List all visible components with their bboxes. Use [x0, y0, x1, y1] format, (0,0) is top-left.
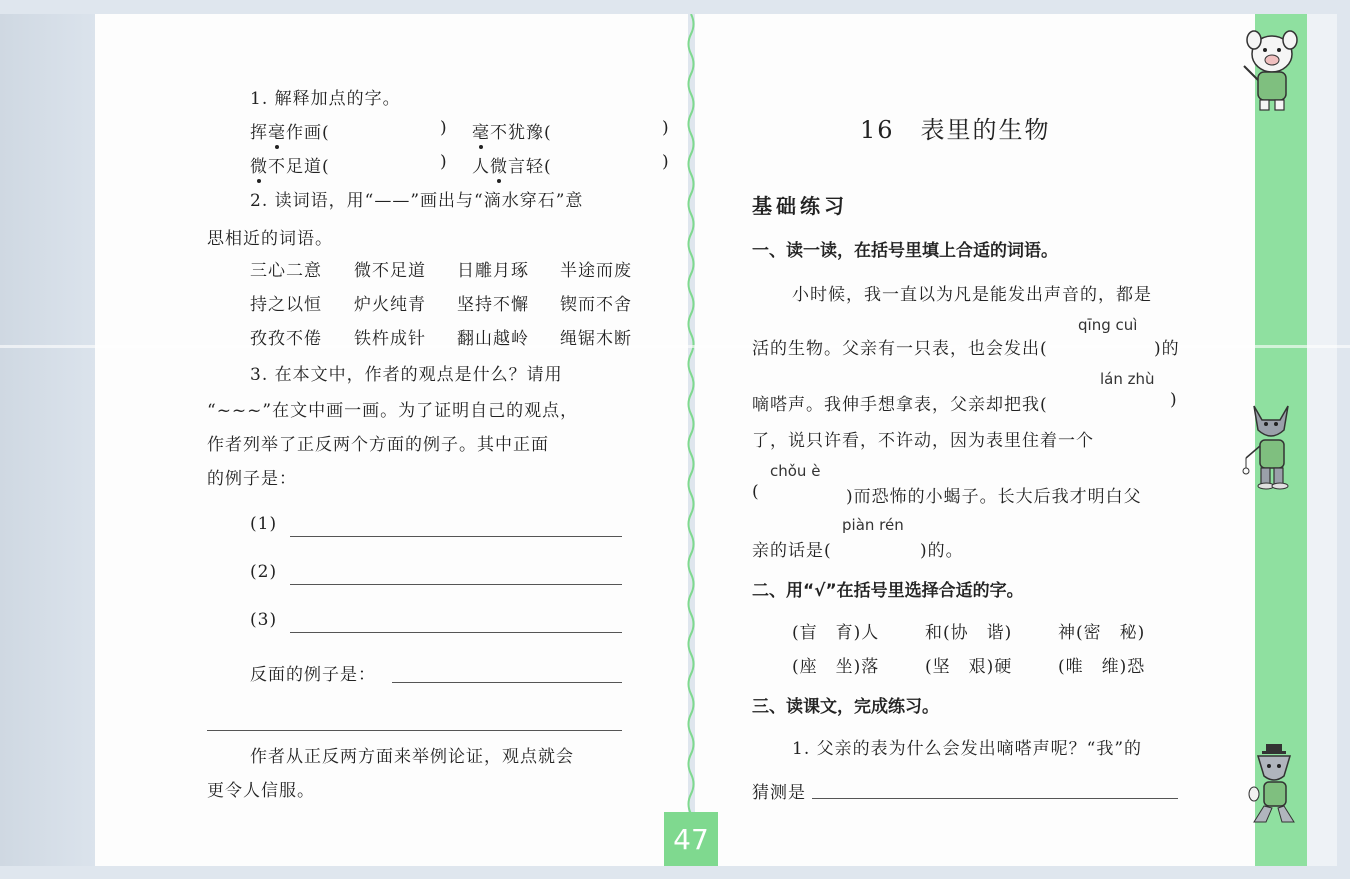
choice-item[interactable]: (唯 维)恐 — [1058, 657, 1146, 677]
negative-example-label: 反面的例子是： — [250, 665, 376, 685]
page-number: 47 — [664, 812, 718, 866]
question-3-line2: “~~~”在文中画一画。为了证明自己的观点， — [207, 401, 579, 421]
right-margin — [1307, 14, 1337, 866]
page-divider-wavy-line — [684, 14, 698, 814]
question-3-line1: 3. 在本文中，作者的观点是什么？请用 — [250, 365, 563, 385]
lesson-title: 16 表里的生物 — [860, 116, 1051, 144]
pinyin-hint: piàn rén — [842, 516, 904, 534]
negative-example-line-2[interactable] — [207, 730, 622, 731]
choice-item[interactable]: (座 坐)落 — [792, 657, 880, 677]
negative-example-line[interactable] — [392, 682, 622, 683]
fox-mascot-icon — [1240, 742, 1306, 828]
passage-line1: 小时候，我一直以为凡是能发出声音的，都是 — [792, 285, 1152, 305]
section-heading: 基础练习 — [752, 194, 848, 218]
passage-line4: 了，说只许看，不许动，因为表里住着一个 — [752, 431, 1094, 451]
pinyin-hint: chǒu è — [770, 462, 821, 480]
question-2-line2: 思相近的词语。 — [207, 229, 333, 249]
answer-label-1: (1) — [250, 514, 278, 534]
choice-item[interactable]: (盲 育)人 — [792, 623, 880, 643]
word-item[interactable]: 铁杵成针 — [354, 329, 426, 349]
answer-label-3: (3) — [250, 610, 278, 630]
pinyin-hint: lán zhù — [1100, 370, 1155, 388]
left-margin — [0, 14, 95, 866]
question-3-line3: 作者列举了正反两个方面的例子。其中正面 — [207, 435, 549, 455]
word-item[interactable]: 半途而废 — [560, 261, 632, 281]
word-item[interactable]: 日雕月琢 — [457, 261, 529, 281]
word-item[interactable]: 坚持不懈 — [457, 295, 529, 315]
choice-item[interactable]: (坚 艰)硬 — [925, 657, 1013, 677]
word-item[interactable]: 持之以恒 — [250, 295, 322, 315]
answer-line-1[interactable] — [290, 536, 622, 537]
answer-line[interactable] — [812, 798, 1178, 799]
question-line1: 1. 父亲的表为什么会发出嘀嗒声呢？“我”的 — [792, 739, 1143, 759]
passage-line2: 活的生物。父亲有一只表，也会发出( — [752, 339, 1048, 359]
part3-heading: 三、读课文，完成练习。 — [752, 697, 939, 717]
q1-item-renweiyanqing: 人微言轻( — [472, 157, 552, 177]
word-item[interactable]: 微不足道 — [354, 261, 426, 281]
part2-heading: 二、用“√”在括号里选择合适的字。 — [752, 581, 1024, 601]
choice-item[interactable]: 和(协 谐) — [925, 623, 1013, 643]
answer-label-2: (2) — [250, 562, 278, 582]
passage-line3-end: ) — [1170, 390, 1178, 410]
conclusion-line1: 作者从正反两方面来举例论证，观点就会 — [250, 747, 574, 767]
passage-line5-open: ( — [752, 482, 760, 502]
pig-mascot-icon — [1232, 24, 1306, 114]
word-item[interactable]: 炉火纯青 — [354, 295, 426, 315]
wolf-mascot-icon — [1236, 396, 1306, 492]
part1-heading: 一、读一读，在括号里填上合适的词语。 — [752, 241, 1058, 261]
passage-line6: 亲的话是( — [752, 541, 832, 561]
question-3-line4: 的例子是： — [207, 469, 297, 489]
choice-item[interactable]: 神(密 秘) — [1058, 623, 1146, 643]
word-item[interactable]: 绳锯木断 — [560, 329, 632, 349]
q1-item-close: ) — [662, 152, 670, 172]
passage-line6-end: )的。 — [920, 541, 964, 561]
scan-crease — [0, 345, 1350, 348]
q1-item-text: 挥毫作画( — [250, 123, 330, 143]
passage-line3: 嘀嗒声。我伸手想拿表，父亲却把我( — [752, 395, 1048, 415]
pinyin-hint: qīng cuì — [1078, 316, 1138, 334]
word-item[interactable]: 孜孜不倦 — [250, 329, 322, 349]
question-line2: 猜测是 — [752, 783, 806, 803]
word-item[interactable]: 三心二意 — [250, 261, 322, 281]
q1-item-haobuyouyu: 毫不犹豫( — [472, 123, 552, 143]
question-2-line1: 2. 读词语，用“——”画出与“滴水穿石”意 — [250, 191, 584, 211]
answer-line-2[interactable] — [290, 584, 622, 585]
word-item[interactable]: 翻山越岭 — [457, 329, 529, 349]
q1-item-huihaozuohua — [250, 118, 330, 143]
q1-item-weibuzudao: 微不足道( — [250, 157, 330, 177]
q1-item-close: ) — [662, 118, 670, 138]
q1-item-close: ) — [440, 152, 448, 172]
passage-line5: )而恐怖的小蝎子。长大后我才明白父 — [846, 487, 1142, 507]
conclusion-line2: 更令人信服。 — [207, 781, 315, 801]
q1-item-close: ) — [440, 118, 448, 138]
answer-line-3[interactable] — [290, 632, 622, 633]
passage-line2-end: )的 — [1154, 339, 1180, 359]
question-1: 1. 解释加点的字。 — [250, 89, 401, 109]
word-item[interactable]: 锲而不舍 — [560, 295, 632, 315]
